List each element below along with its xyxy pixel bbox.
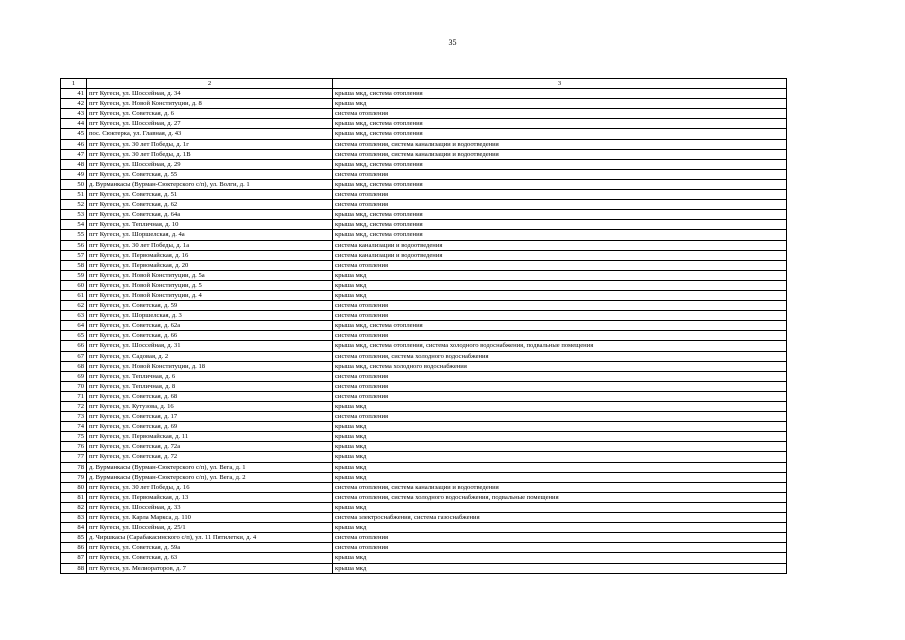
table-row [61,482,787,492]
table-row [61,391,787,401]
row-number-cell: 56 [61,240,87,250]
table-row [61,492,787,502]
address-cell: пгт Кугеси, ул. Шоссейная, д. 27 [87,119,333,129]
row-number-cell: 59 [61,270,87,280]
work-type-cell: крыша мкд, система отопления [333,230,787,240]
table-row [61,321,787,331]
address-cell: пгт Кугеси, ул. Советская, д. 64а [87,210,333,220]
table-row [61,462,787,472]
work-type-cell: крыша мкд, система отопления [333,321,787,331]
address-cell: пгт Кугеси, ул. Карла Маркса, д. 110 [87,513,333,523]
table-row [61,99,787,109]
work-type-cell: крыша мкд [333,402,787,412]
address-cell: д. Вурманкасы (Вурман-Сюктерского с/п), ул. Волги, д. 1 [87,179,333,189]
row-number-cell: 66 [61,341,87,351]
table-row [61,553,787,563]
work-type-cell: крыша мкд, система отопления [333,210,787,220]
work-type-cell: система отопления [333,533,787,543]
address-cell: д. Чиршкасы (Сарабакасинского с/п), ул. 11 Пятилетки, д. 4 [87,533,333,543]
row-number-cell: 84 [61,523,87,533]
row-number-cell: 50 [61,179,87,189]
work-type-cell: крыша мкд [333,290,787,300]
address-cell: пгт Кугеси, ул. Советская, д. 69 [87,422,333,432]
address-cell: пгт Кугеси, ул. 30 лет Победы, д. 16 [87,482,333,492]
work-type-cell: крыша мкд [333,422,787,432]
row-number-cell: 48 [61,159,87,169]
row-number-cell: 42 [61,99,87,109]
table-row [61,381,787,391]
work-type-cell: крыша мкд [333,99,787,109]
address-cell: пгт Кугеси, ул. Шоссейная, д. 33 [87,502,333,512]
table-row [61,119,787,129]
row-number-cell: 47 [61,149,87,159]
table-row [61,311,787,321]
table-row [61,89,787,99]
work-type-cell: система отопления, система канализации и водоотведения [333,139,787,149]
work-type-cell: система отопления [333,190,787,200]
table-row [61,371,787,381]
work-type-cell: система отопления, система холодного водоснабжения, подвальные помещения [333,492,787,502]
table-row [61,412,787,422]
address-cell: пгт Кугеси, ул. Советская, д. 17 [87,412,333,422]
row-number-cell: 52 [61,200,87,210]
table-row [61,402,787,412]
address-cell: пгт Кугеси, ул. Мелиораторов, д. 7 [87,563,333,573]
address-cell: пгт Кугеси, ул. Новой Конституции, д. 18 [87,361,333,371]
address-cell: пгт Кугеси, ул. Советская, д. 63 [87,553,333,563]
row-number-cell: 49 [61,169,87,179]
table-row [61,513,787,523]
address-cell: пгт Кугеси, ул. Новой Конституции, д. 8 [87,99,333,109]
housing-repair-table [60,78,787,574]
table-row [61,502,787,512]
address-cell: пгт Кугеси, ул. Шоршелская, д. 3 [87,311,333,321]
address-cell: пгт Кугеси, ул. Советская, д. 62а [87,321,333,331]
row-number-cell: 46 [61,139,87,149]
table-row [61,270,787,280]
address-cell: пгт Кугеси, ул. Новой Конституции, д. 5а [87,270,333,280]
row-number-cell: 76 [61,442,87,452]
row-number-cell: 53 [61,210,87,220]
table-row [61,260,787,270]
address-cell: пгт Кугеси, ул. Первомайская, д. 20 [87,260,333,270]
table-row [61,250,787,260]
work-type-cell: система отопления [333,331,787,341]
address-cell: пгт Кугеси, ул. Советская, д. 59а [87,543,333,553]
address-cell: пгт Кугеси, ул. Советская, д. 59 [87,301,333,311]
work-type-cell: крыша мкд [333,553,787,563]
row-number-cell: 54 [61,220,87,230]
table-row [61,563,787,573]
row-number-cell: 75 [61,432,87,442]
address-cell: пгт Кугеси, ул. Тепличная, д. 6 [87,371,333,381]
row-number-cell: 74 [61,422,87,432]
address-cell: пгт Кугеси, ул. 30 лет Победы, д. 1а [87,240,333,250]
row-number-cell: 61 [61,290,87,300]
table-row [61,452,787,462]
row-number-cell: 69 [61,371,87,381]
work-type-cell: крыша мкд, система отопления [333,89,787,99]
address-cell: пгт Кугеси, ул. Советская, д. 51 [87,190,333,200]
work-type-cell: крыша мкд [333,280,787,290]
row-number-cell: 63 [61,311,87,321]
row-number-cell: 81 [61,492,87,502]
work-type-cell: система отопления [333,109,787,119]
row-number-cell: 83 [61,513,87,523]
row-number-cell: 68 [61,361,87,371]
work-type-cell: крыша мкд, система отопления [333,129,787,139]
work-type-cell: система отопления [333,200,787,210]
row-number-cell: 77 [61,452,87,462]
address-cell: д. Вурманкасы (Вурман-Сюктерского с/п), ул. Вега, д. 2 [87,472,333,482]
address-cell: пгт Кугеси, ул. Новой Конституции, д. 5 [87,280,333,290]
row-number-cell: 43 [61,109,87,119]
work-type-cell: система электроснабжения, система газоснабжения [333,513,787,523]
table-row [61,351,787,361]
page-number: 35 [448,38,457,47]
work-type-cell: крыша мкд, система отопления [333,159,787,169]
row-number-cell: 44 [61,119,87,129]
work-type-cell: система отопления [333,301,787,311]
row-number-cell: 60 [61,280,87,290]
work-type-cell: крыша мкд [333,462,787,472]
table-body [61,79,787,574]
table-row [61,200,787,210]
work-type-cell: крыша мкд [333,452,787,462]
row-number-cell: 41 [61,89,87,99]
table-row [61,129,787,139]
row-number-cell: 67 [61,351,87,361]
address-cell: пгт Кугеси, ул. 30 лет Победы, д. 1В [87,149,333,159]
table-row [61,139,787,149]
address-cell: пгт Кугеси, ул. Тепличная, д. 10 [87,220,333,230]
table-row [61,149,787,159]
table-row [61,280,787,290]
address-cell: пос. Сюктерка, ул. Главная, д. 43 [87,129,333,139]
work-type-cell: крыша мкд [333,502,787,512]
row-number-cell: 58 [61,260,87,270]
address-cell: пгт Кугеси, ул. Шоссейная, д. 29 [87,159,333,169]
address-cell: пгт Кугеси, ул. Тепличная, д. 8 [87,381,333,391]
address-cell: пгт Кугеси, ул. 30 лет Победы, д. 1г [87,139,333,149]
work-type-cell: крыша мкд, система холодного водоснабжения [333,361,787,371]
address-cell: пгт Кугеси, ул. Советская, д. 72а [87,442,333,452]
table-header-row [61,79,787,89]
work-type-cell: крыша мкд [333,472,787,482]
table-row [61,472,787,482]
table-row [61,341,787,351]
row-number-cell: 62 [61,301,87,311]
row-number-cell: 70 [61,381,87,391]
table-row [61,159,787,169]
work-type-cell: система отопления [333,381,787,391]
row-number-cell: 78 [61,462,87,472]
work-type-cell: система отопления [333,412,787,422]
table-row [61,523,787,533]
row-number-cell: 72 [61,402,87,412]
work-type-cell: система отопления, система канализации и водоотведения [333,482,787,492]
table-row [61,230,787,240]
address-cell: пгт Кугеси, ул. Шоршелская, д. 4а [87,230,333,240]
address-cell: пгт Кугеси, ул. Советская, д. 55 [87,169,333,179]
work-type-cell: система канализации и водоотведения [333,240,787,250]
row-number-cell: 87 [61,553,87,563]
table-row [61,220,787,230]
table-row [61,361,787,371]
row-number-cell: 82 [61,502,87,512]
work-type-cell: система отопления [333,371,787,381]
table-row [61,179,787,189]
column-header: 3 [333,79,787,89]
work-type-cell: система отопления [333,260,787,270]
address-cell: пгт Кугеси, ул. Советская, д. 6 [87,109,333,119]
address-cell: пгт Кугеси, ул. Шоссейная, д. 34 [87,89,333,99]
row-number-cell: 73 [61,412,87,422]
work-type-cell: крыша мкд, система отопления [333,179,787,189]
work-type-cell: крыша мкд, система отопления [333,220,787,230]
column-header: 2 [87,79,333,89]
row-number-cell: 88 [61,563,87,573]
work-type-cell: крыша мкд, система отопления, система холодного водоснабжения, подвальные помещения [333,341,787,351]
table-row [61,533,787,543]
address-cell: пгт Кугеси, ул. Советская, д. 72 [87,452,333,462]
work-type-cell: система канализации и водоотведения [333,250,787,260]
table-row [61,109,787,119]
table-row [61,543,787,553]
row-number-cell: 51 [61,190,87,200]
table-row [61,240,787,250]
table-row [61,301,787,311]
address-cell: пгт Кугеси, ул. Шоссейная, д. 31 [87,341,333,351]
work-type-cell: крыша мкд [333,270,787,280]
work-type-cell: система отопления, система канализации и водоотведения [333,149,787,159]
address-cell: пгт Кугеси, ул. Первомайская, д. 16 [87,250,333,260]
work-type-cell: система отопления [333,169,787,179]
table-row [61,190,787,200]
row-number-cell: 85 [61,533,87,543]
work-type-cell: крыша мкд [333,563,787,573]
row-number-cell: 79 [61,472,87,482]
table-row [61,169,787,179]
work-type-cell: крыша мкд [333,432,787,442]
address-cell: пгт Кугеси, ул. Советская, д. 68 [87,391,333,401]
work-type-cell: система отопления [333,391,787,401]
column-header: 1 [61,79,87,89]
address-cell: пгт Кугеси, ул. Новой Конституции, д. 4 [87,290,333,300]
row-number-cell: 86 [61,543,87,553]
address-cell: пгт Кугеси, ул. Советская, д. 62 [87,200,333,210]
work-type-cell: система отопления [333,543,787,553]
work-type-cell: система отопления [333,311,787,321]
address-cell: пгт Кугеси, ул. Кутузова, д. 16 [87,402,333,412]
row-number-cell: 45 [61,129,87,139]
row-number-cell: 64 [61,321,87,331]
address-cell: пгт Кугеси, ул. Шоссейная, д. 25/1 [87,523,333,533]
address-cell: пгт Кугеси, ул. Первомайская, д. 11 [87,432,333,442]
work-type-cell: крыша мкд, система отопления [333,119,787,129]
row-number-cell: 65 [61,331,87,341]
table-row [61,210,787,220]
work-type-cell: система отопления, система холодного водоснабжения [333,351,787,361]
table-row [61,422,787,432]
table-row [61,290,787,300]
table-row [61,442,787,452]
address-cell: д. Вурманкасы (Вурман-Сюктерского с/п), ул. Вега, д. 1 [87,462,333,472]
table-row [61,432,787,442]
row-number-cell: 55 [61,230,87,240]
work-type-cell: крыша мкд [333,523,787,533]
address-cell: пгт Кугеси, ул. Садовая, д. 2 [87,351,333,361]
row-number-cell: 57 [61,250,87,260]
table-row [61,331,787,341]
address-cell: пгт Кугеси, ул. Советская, д. 66 [87,331,333,341]
row-number-cell: 71 [61,391,87,401]
address-cell: пгт Кугеси, ул. Первомайская, д. 13 [87,492,333,502]
row-number-cell: 80 [61,482,87,492]
work-type-cell: крыша мкд [333,442,787,452]
